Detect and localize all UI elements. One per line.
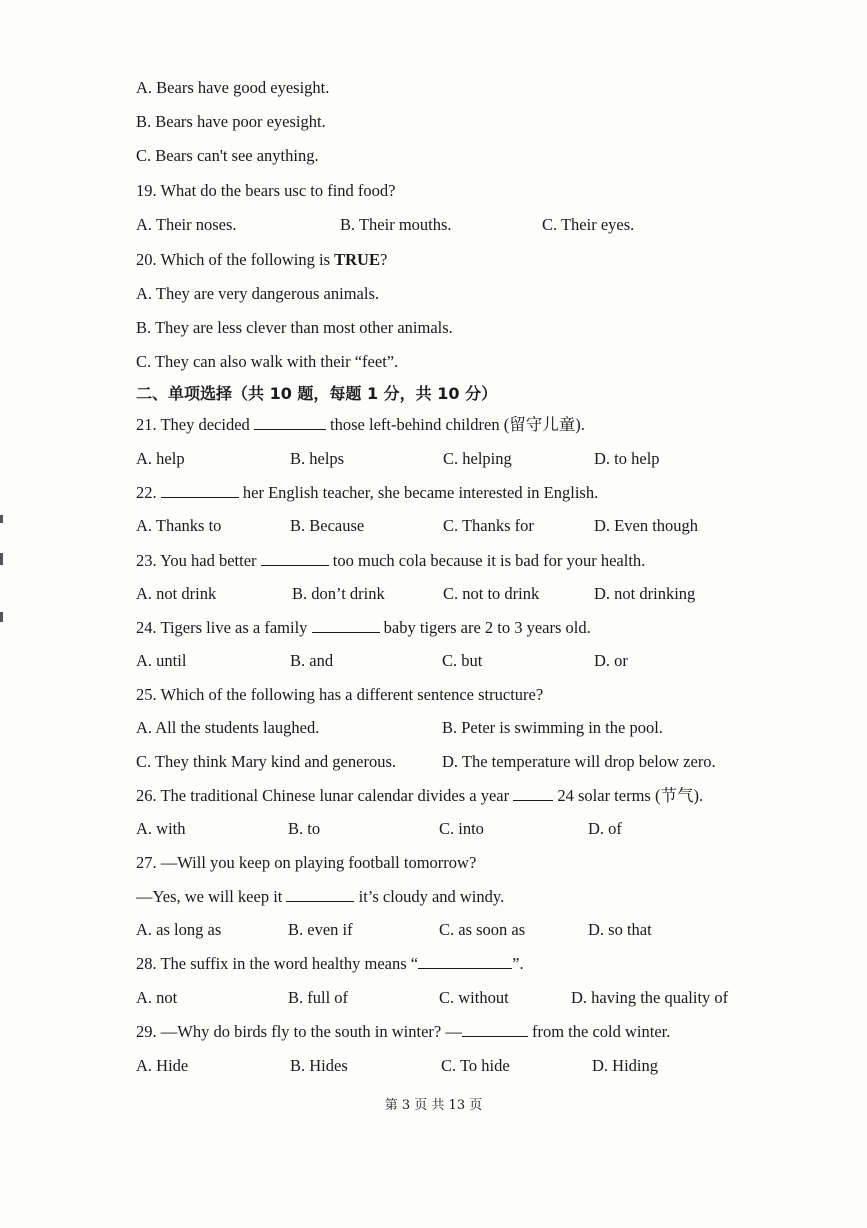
q28-stem-text: 28. The suffix in the word healthy means “	[136, 954, 419, 973]
scan-mark	[0, 553, 3, 565]
q27-option-d: D. so that	[588, 920, 652, 939]
q28-option-a: A. not	[136, 988, 178, 1007]
q29-blank	[462, 1022, 528, 1037]
q28-option-b: B. full of	[288, 988, 349, 1007]
scan-mark	[0, 515, 3, 523]
q20-stem	[136, 250, 387, 270]
q25-option-c: C. They think Mary kind and generous.	[136, 752, 396, 771]
q20-option-c: C. They can also walk with their “feet”.	[136, 352, 399, 371]
q26-stem-text: 26. The traditional Chinese lunar calendar divides a year	[136, 786, 514, 805]
q23-stem	[136, 551, 645, 571]
q21-option-a: A. help	[136, 449, 185, 468]
q28-blank	[418, 954, 512, 969]
q22-stem	[136, 483, 598, 503]
q29-stem-end: from the cold winter.	[527, 1022, 671, 1041]
q22-blank	[161, 483, 239, 498]
q29-option-b: B. Hides	[290, 1056, 348, 1075]
q29-option-d: D. Hiding	[592, 1056, 658, 1075]
q21-stem	[136, 415, 585, 435]
q19-option-a: A. Their noses.	[136, 215, 237, 234]
q21-stem-text: 21. They decided	[136, 415, 254, 434]
q27-reply	[136, 887, 504, 907]
q26-option-b: B. to	[288, 819, 321, 838]
q22-stem-end: her English teacher, she became interested in English.	[238, 483, 599, 502]
q24-option-c: C. but	[442, 651, 483, 670]
section-heading: 二、单项选择（共 10 题，每题 1 分，共 10 分）	[136, 384, 498, 403]
q20-option-b: B. They are less clever than most other animals.	[136, 318, 453, 337]
q28-stem-end: ”.	[512, 954, 524, 973]
q23-option-b: B. don’t drink	[292, 584, 385, 603]
q18-option-b: B. Bears have poor eyesight.	[136, 112, 326, 131]
q23-option-a: A. not drink	[136, 584, 217, 603]
q27-option-c: C. as soon as	[439, 920, 526, 939]
q25-stem: 25. Which of the following has a different sentence structure?	[136, 685, 544, 704]
q27-option-b: B. even if	[288, 920, 353, 939]
q20-option-a: A. They are very dangerous animals.	[136, 284, 379, 303]
q19-stem: 19. What do the bears usc to find food?	[136, 181, 396, 200]
q18-option-c: C. Bears can't see anything.	[136, 146, 319, 165]
q28-stem	[136, 954, 524, 974]
q26-stem-end: 24 solar terms (节气).	[553, 786, 704, 805]
q29-stem-text: 29. —Why do birds fly to the south in winter? —	[136, 1022, 462, 1041]
q25-option-b: B. Peter is swimming in the pool.	[442, 718, 663, 737]
q29-stem	[136, 1022, 670, 1042]
q27-blank	[286, 887, 354, 902]
q24-stem-end: baby tigers are 2 to 3 years old.	[379, 618, 591, 637]
q22-stem-text: 22.	[136, 483, 161, 502]
q18-option-a: A. Bears have good eyesight.	[136, 78, 330, 97]
q21-option-d: D. to help	[594, 449, 660, 468]
q24-option-b: B. and	[290, 651, 334, 670]
q21-option-b: B. helps	[290, 449, 345, 468]
q21-stem-end: those left-behind children (留守儿童).	[325, 415, 585, 434]
q26-stem	[136, 786, 703, 806]
page-number-footer: 第 3 页 共 13 页	[384, 1098, 483, 1113]
scan-mark	[0, 612, 3, 622]
q23-stem-text: 23. You had better	[136, 551, 261, 570]
q29-option-c: C. To hide	[441, 1056, 510, 1075]
q26-option-a: A. with	[136, 819, 186, 838]
q23-option-d: D. not drinking	[594, 584, 696, 603]
q23-stem-end: too much cola because it is bad for your health.	[328, 551, 646, 570]
q27-reply-text: —Yes, we will keep it	[136, 887, 287, 906]
q29-option-a: A. Hide	[136, 1056, 189, 1075]
q22-option-b: B. Because	[290, 516, 365, 535]
q24-stem-text: 24. Tigers live as a family	[136, 618, 312, 637]
q24-option-a: A. until	[136, 651, 187, 670]
q24-stem	[136, 618, 591, 638]
q21-option-c: C. helping	[443, 449, 512, 468]
q27-reply-end: it’s cloudy and windy.	[354, 887, 505, 906]
q23-option-c: C. not to drink	[443, 584, 540, 603]
q28-option-d: D. having the quality of	[571, 988, 729, 1007]
q22-option-d: D. Even though	[594, 516, 699, 535]
q20-stem-emphasis: TRUE	[334, 250, 380, 269]
q26-blank	[513, 786, 553, 801]
q23-blank	[261, 551, 329, 566]
q24-option-d: D. or	[594, 651, 628, 670]
q26-option-c: C. into	[439, 819, 484, 838]
q20-stem-end: ?	[379, 250, 388, 269]
q27-stem: 27. —Will you keep on playing football tomorrow?	[136, 853, 477, 872]
q27-option-a: A. as long as	[136, 920, 222, 939]
q25-option-d: D. The temperature will drop below zero.	[442, 752, 716, 771]
q19-option-b: B. Their mouths.	[340, 215, 452, 234]
q22-option-c: C. Thanks for	[443, 516, 534, 535]
q25-option-a: A. All the students laughed.	[136, 718, 320, 737]
q20-stem-text: 20. Which of the following is	[136, 250, 335, 269]
q19-option-c: C. Their eyes.	[542, 215, 635, 234]
q24-blank	[312, 618, 380, 633]
q21-blank	[254, 415, 326, 430]
q22-option-a: A. Thanks to	[136, 516, 222, 535]
q28-option-c: C. without	[439, 988, 509, 1007]
q26-option-d: D. of	[588, 819, 622, 838]
